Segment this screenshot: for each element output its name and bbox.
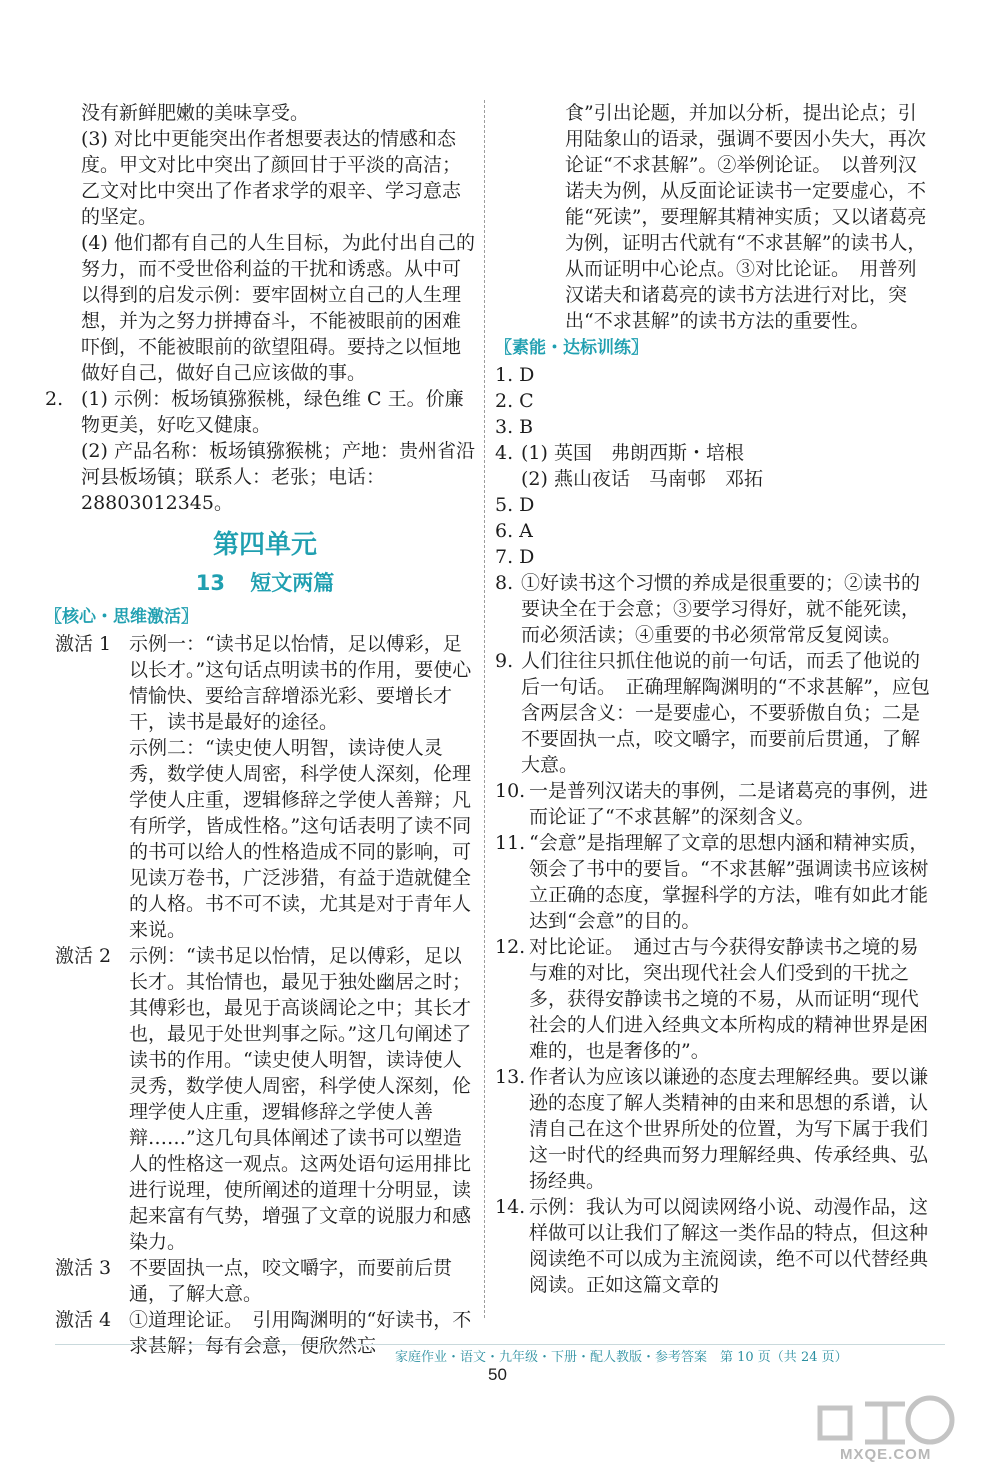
answer-text: ①道理论证。 引用陶渊明的“好读书，不求甚解；每有会意，便欣然忘	[129, 1309, 472, 1357]
activation-label: 激活 4	[55, 1309, 112, 1331]
question-2	[45, 386, 475, 516]
answer-text: 食”引出论题，并加以分析，提出论点；引用陆象山的语录，强调不要因小失大，再次论证“不求甚解”。②举例论证。 以普列汉诺夫为例，从反面论证读书一定要虚心，不能“死读”，要理解其精神实质；又以诸葛亮为例，证明古代就有“不求甚解”的读书人，从而证明中心论点。③对比论证。 用普列汉诺夫和诸葛亮的读书方法进行对比，突出“不求甚解”的读书方法的重要性。	[565, 102, 927, 332]
answer-text: 示例二：“读史使人明智，读诗使人灵秀，数学使人周密，科学使人深刻，伦理学使人庄重，逻辑修辞之学使人善辩；凡有所学，皆成性格。”这句话表明了读不同的书可以给人的性格造成不同的影响，可见读万卷书，广泛涉猎，有益于造就健全的人格。书不可不读，尤其是对于青年人来说。	[129, 737, 472, 941]
answer-text: 示例一：“读书足以怡情，足以傅彩，足以长才。”这句话点明读书的作用，要使心情愉快、要给言辞增添光彩、要增长才干，读书是最好的途径。	[129, 633, 472, 733]
unit-title: 第四单元	[212, 530, 317, 560]
answer-text: (2) 燕山夜话 马南邨 邓拓	[521, 468, 763, 490]
question-12	[495, 934, 935, 1064]
answer-text: (3) 对比中更能突出作者想要表达的情感和态度。甲文对比中突出了颜回甘于平淡的高洁；乙文对比中突出了作者求学的艰辛、学习意志的坚定。	[81, 128, 462, 228]
column-divider	[484, 100, 485, 1318]
answer-text: 3. B	[495, 416, 534, 438]
question-number: 10.	[495, 780, 526, 802]
section-heading: 〖核心・思维激活〗	[45, 607, 198, 627]
running-footer: 家庭作业・语文・九年级・下册・配人教版・参考答案 第 10 页（共 24 页）	[395, 1350, 848, 1365]
left-column	[45, 100, 475, 1359]
answer-text: 一是普列汉诺夫的事例，二是诸葛亮的事例，进而论证了“不求甚解”的深刻含义。	[529, 780, 929, 828]
question-8	[495, 570, 935, 648]
question-4	[495, 440, 935, 492]
answer-text: (1) 英国 弗朗西斯・培根	[521, 442, 744, 464]
answer-text: 没有新鲜肥嫩的美味享受。	[81, 102, 310, 124]
answer-text: “会意”是指理解了文章的思想内涵和精神实质，领会了书中的要旨。“不求甚解”强调读书应该树立正确的态度，掌握科学的方法，唯有如此才能达到“会意”的目的。	[529, 832, 929, 932]
lesson-title: 13 短文两篇	[195, 571, 335, 595]
question-number: 2.	[45, 388, 64, 410]
answer-text: 不要固执一点，咬文嚼字，而要前后贯通，了解大意。	[129, 1257, 453, 1305]
answer-text: 7. D	[495, 546, 535, 568]
activation-3	[55, 1255, 475, 1307]
question-9	[495, 648, 935, 778]
activation-label: 激活 1	[55, 633, 112, 655]
question-11	[495, 830, 935, 934]
answer-text: 人们往往只抓住他说的前一句话，而丢了他说的后一句话。 正确理解陶渊明的“不求甚解”，应包含两层含义：一是要虚心，不要骄傲自负；二是不要固执一点，咬文嚼字，而要前后贯通，了解大意。	[521, 650, 930, 776]
answer-text: 对比论证。 通过古与今获得安静读书之境的易与难的对比，突出现代社会人们受到的干扰之多，获得安静读书之境的不易，从而证明“现代社会的人们进入经典文本所构成的精神世界是困难的，也是奢侈的”。	[529, 936, 929, 1062]
question-13	[495, 1064, 935, 1194]
right-column	[495, 100, 935, 1298]
activation-1	[55, 631, 475, 943]
answer-text: (2) 产品名称：板场镇猕猴桃；产地：贵州省沿河县板场镇；联系人：老张；电话：28803012345。	[81, 440, 475, 514]
question-14	[495, 1194, 935, 1298]
question-10	[495, 778, 935, 830]
question-number: 4.	[495, 442, 514, 464]
question-number: 14.	[495, 1196, 526, 1218]
section-heading: 〖素能・达标训练〗	[495, 338, 648, 358]
answer-text: 5. D	[495, 494, 535, 516]
answer-text: 作者认为应该以谦逊的态度去理解经典。要以谦逊的态度了解人类精神的由来和思想的系谱，认清自己在这个世界所处的位置，为写下属于我们这一时代的经典而努力理解经典、传承经典、弘扬经典。	[529, 1066, 929, 1192]
question-number: 8.	[495, 572, 514, 594]
answer-text: 示例：“读书足以怡情，足以傅彩，足以长才。其怡情也，最见于独处幽居之时；其傅彩也，最见于高谈阔论之中；其长才也，最见于处世判事之际。”这几句阐述了读书的作用。“读史使人明智，读诗使人灵秀，数学使人周密，科学使人深刻，伦理学使人庄重，逻辑修辞之学使人善辩……”这几句具体阐述了读书可以塑造人的性格这一观点。这两处语句运用排比进行说理，使所阐述的道理十分明显，读起来富有气势，增强了文章的说服力和感染力。	[129, 945, 472, 1253]
question-number: 12.	[495, 936, 526, 958]
activation-label: 激活 3	[55, 1257, 112, 1279]
question-number: 11.	[495, 832, 526, 854]
footer-rule	[55, 1344, 945, 1345]
answer-text: ①好读书这个习惯的养成是很重要的；②读书的要诀全在于会意；③要学习得好，就不能死读，而必须活读；④重要的书必须常常反复阅读。	[521, 572, 921, 646]
activation-label: 激活 2	[55, 945, 112, 967]
question-number: 9.	[495, 650, 514, 672]
answer-text: 示例：我认为可以阅读网络小说、动漫作品，这样做可以让我们了解这一类作品的特点，但这种阅读绝不可以成为主流阅读，绝不可以代替经典阅读。正如这篇文章的	[529, 1196, 929, 1296]
answer-text: 6. A	[495, 520, 533, 542]
answer-text: 1. D	[495, 364, 535, 386]
question-number: 13.	[495, 1066, 526, 1088]
watermark-text: MXQE.COM	[840, 1446, 932, 1463]
answer-text: 2. C	[495, 390, 534, 412]
activation-2	[55, 943, 475, 1255]
answer-text: (4) 他们都有自己的人生目标，为此付出自己的努力，而不受世俗利益的干扰和诱惑。从中可以得到的启发示例：要牢固树立自己的人生理想，并为之努力拼搏奋斗，不能被眼前的困难吓倒，不能被眼前的欲望阻碍。要持之以恒地做好自己，做好自己应该做的事。	[81, 232, 475, 384]
answer-text: (1) 示例：板场镇猕猴桃，绿色维 C 王。价廉物更美，好吃又健康。	[81, 388, 464, 436]
page-number: 50	[488, 1365, 507, 1384]
